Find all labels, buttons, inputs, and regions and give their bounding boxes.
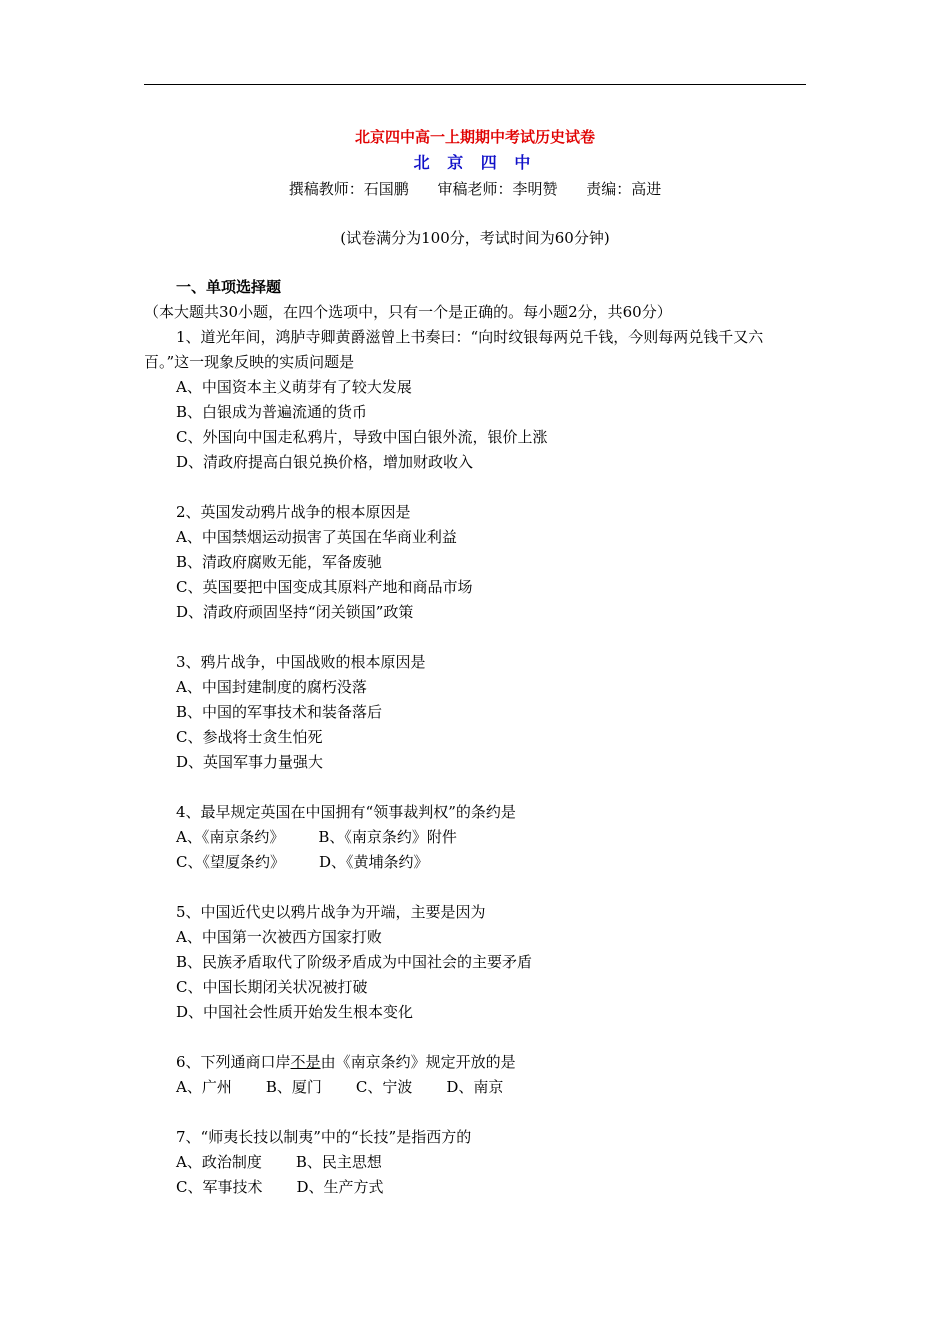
option: D、清政府顽固坚持“闭关锁国”政策 [176,603,414,621]
stem-underline: 不是 [290,1053,321,1071]
option: A、中国资本主义萌芽有了较大发展 [176,378,412,396]
option: C、外国向中国走私鸦片，导致中国白银外流，银价上涨 [176,428,548,446]
option-row [144,1150,806,1175]
question-stem: 1、道光年间，鸿胪寺卿黄爵滋曾上书奏曰：“向时纹银每两兑千钱，今则每两兑钱千又六百。”这一现象反映的实质问题是 [144,328,764,371]
option: A、广州 [176,1078,232,1096]
option: A、政治制度 [176,1153,262,1171]
option: C、宁波 [355,1078,413,1096]
option: A、中国第一次被西方国家打败 [176,928,382,946]
option: A、中国封建制度的腐朽没落 [176,678,367,696]
exam-note: (试卷满分为100分，考试时间为60分钟) [340,229,610,247]
option: D、南京 [446,1078,504,1096]
credits-line [144,176,806,202]
option: D、中国社会性质开始发生根本变化 [176,1003,414,1021]
option: C、《望厦条约》 [176,853,285,871]
question-stem: 2、英国发动鸦片战争的根本原因是 [176,503,411,521]
exam-page [144,124,806,1200]
option-row [144,1075,806,1100]
spacer [144,775,806,800]
section-description: （本大题共30小题，在四个选项中，只有一个是正确的。每小题2分，共60分） [144,303,672,321]
spacer [144,875,806,900]
spacer [144,1100,806,1125]
reviewer: 审稿老师：李明赞 [437,180,558,198]
header-rule [144,84,806,85]
option: B、中国的军事技术和装备落后 [176,703,383,721]
option-row [144,1175,806,1200]
option: B、民族矛盾取代了阶级矛盾成为中国社会的主要矛盾 [176,953,533,971]
option: C、参战将士贪生怕死 [176,728,323,746]
section-heading [144,275,806,325]
author: 撰稿教师：石国鹏 [288,180,409,198]
question-stem: 4、最早规定英国在中国拥有“领事裁判权”的条约是 [176,803,516,821]
option: B、民主思想 [295,1153,382,1171]
stem-text: 6、下列通商口岸 [176,1053,291,1071]
option: C、军事技术 [176,1178,263,1196]
exam-title: 北京四中高一上期期中考试历史试卷 [354,128,595,146]
spacer [144,1025,806,1050]
stem-text: 由《南京条约》规定开放的是 [320,1053,516,1071]
option: C、英国要把中国变成其原料产地和商品市场 [176,578,473,596]
option: D、生产方式 [296,1178,384,1196]
question-stem: 5、中国近代史以鸦片战争为开端，主要是因为 [176,903,486,921]
option: A、《南京条约》 [176,828,285,846]
question-stem: 3、鸦片战争，中国战败的根本原因是 [176,653,426,671]
option-row [144,850,806,875]
question-stem [144,1050,806,1075]
section-title: 一、单项选择题 [176,278,282,296]
option: D、《黄埔条约》 [318,853,429,871]
spacer [144,625,806,650]
option: D、英国军事力量强大 [176,753,324,771]
option: C、中国长期闭关状况被打破 [176,978,368,996]
editor: 责编：高进 [586,180,662,198]
option: B、《南京条约》附件 [318,828,457,846]
option-row [144,825,806,850]
option: B、清政府腐败无能，军备废驰 [176,553,383,571]
option: A、中国禁烟运动损害了英国在华商业利益 [176,528,457,546]
option: B、厦门 [265,1078,322,1096]
school-name: 北 京 四 中 [413,153,537,172]
option: B、白银成为普遍流通的货币 [176,403,368,421]
spacer [144,475,806,500]
option: D、清政府提高白银兑换价格，增加财政收入 [176,453,474,471]
question-stem: 7、“师夷长技以制夷”中的“长技”是指西方的 [176,1128,472,1146]
